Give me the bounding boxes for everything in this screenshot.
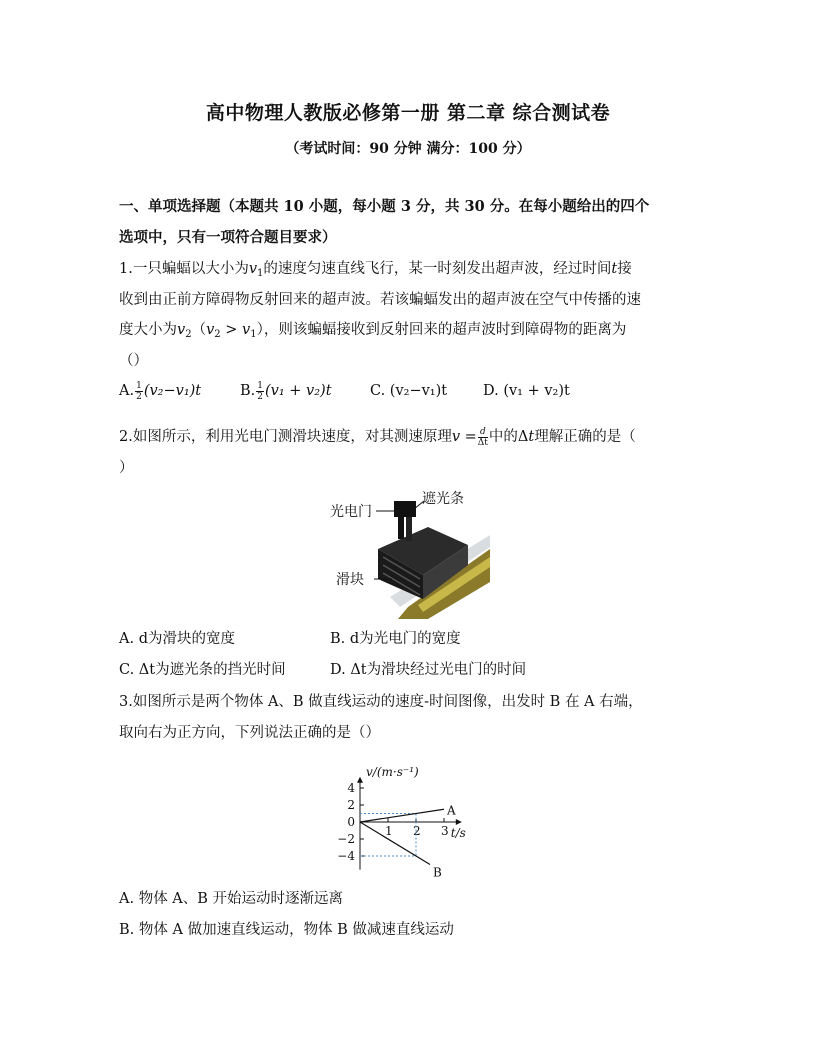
vt-chart — [330, 752, 490, 880]
x-tick-label: 1 — [385, 824, 393, 838]
q1-gt: > — [220, 322, 243, 338]
photogate-figure — [328, 487, 490, 619]
q1-line-2: 收到由正前方障碍物反射回来的超声波。若该蝙蝠发出的超声波在空气中传播的速 — [119, 291, 641, 308]
series-line-a — [360, 809, 444, 822]
q2-options — [119, 624, 697, 685]
section-line-2: 选项中，只有一项符合题目要求） — [119, 228, 337, 246]
q1-options — [119, 376, 697, 407]
q2-option-b[interactable]: B. d为光电门的宽度 — [330, 631, 461, 647]
label-block: 滑块 — [336, 572, 364, 588]
y-axis-arrow — [357, 777, 363, 783]
x-tick-label: 2 — [413, 824, 421, 838]
question-1 — [119, 254, 697, 407]
y-tick-label: 2 — [347, 798, 355, 812]
series-label-a: A — [447, 803, 456, 818]
q1-v1-sub: 1 — [257, 268, 264, 279]
series-label-b: B — [433, 865, 442, 880]
q3-options — [119, 884, 697, 945]
q1-line-3: 度大小为$v_2(v_2 > v_1)$，则该蝙蝠接收到反射回来的超声波时到障碍物的距离为 — [119, 322, 627, 340]
q1-option-d[interactable]: D. (v₁ + v₂)t — [483, 383, 570, 399]
page-title: 高中物理人教版必修第一册 第二章 综合测试卷 — [205, 102, 611, 124]
q1-paren-open: （ — [191, 322, 207, 338]
section-header — [119, 192, 697, 253]
q1-t: t — [611, 261, 618, 277]
q1-text-c: 接 — [617, 261, 632, 277]
q1-line-1 — [119, 254, 697, 285]
q2-text-b: 中的Δ — [488, 429, 529, 445]
question-2 — [119, 422, 697, 483]
q1-text-a: 1.一只蝙蝠以大小为 — [119, 261, 249, 277]
q2-text-a: 2.如图所示，利用光电门测滑块速度，对其测速原理 — [119, 429, 452, 445]
y-axis-label: v/(m·s⁻¹) — [366, 765, 419, 780]
q2-text-c: 理解正确的是（ — [534, 429, 636, 445]
q3-option-b[interactable]: B. 物体 A 做加速直线运动，物体 B 做减速直线运动 — [119, 921, 454, 938]
y-tick-label: −2 — [337, 832, 355, 846]
x-axis-arrow — [456, 819, 462, 825]
q1-v1: v — [248, 261, 258, 277]
q3-option-a[interactable]: A. 物体 A、B 开始运动时逐渐远离 — [119, 891, 344, 907]
y-tick-label: 4 — [347, 781, 355, 795]
q1-option-a[interactable]: A. $\frac{1}{2}$ (v₂−v₁)t — [119, 380, 202, 402]
q1-text-3a: 度大小为 — [119, 322, 177, 338]
q1-option-c[interactable]: C. (v₂−v₁)t — [370, 383, 448, 399]
label-strip: 遮光条 — [422, 491, 464, 507]
exam-subtitle: （考试时间：90 分钟 满分：100 分） — [285, 141, 531, 157]
y-tick-label: −4 — [337, 849, 355, 863]
section-line-1: 一、单项选择题（本题共 10 小题，每小题 3 分，共 30 分。在每小题给出的四个 — [119, 198, 650, 215]
q2-formula-fraction: $\frac{d}{\Delta t}$ — [477, 426, 488, 448]
q1-text-b: 的速度匀速直线飞行，某一时刻发出超声波，经过时间 — [263, 261, 612, 277]
q2-option-c[interactable]: C. Δt为遮光条的挡光时间 — [119, 661, 286, 678]
q3-line-2: 取向右为正方向，下列说法正确的是（） — [119, 724, 380, 741]
q2-line-2: ） — [119, 459, 134, 476]
q3-line-1: 3.如图所示是两个物体 A、B 做直线运动的速度-时间图像，出发时 B 在 A 右端， — [119, 694, 643, 710]
label-photogate: 光电门 — [330, 504, 372, 520]
q1-line-4: （） — [119, 352, 148, 369]
q2-line-1: 2.如图所示，利用光电门测滑块速度，对其测速原理v = $\frac{d}{\Delta t}$ 中的Δt理解正确的是（ — [119, 426, 636, 448]
q2-option-a[interactable]: A. d为滑块的宽度 — [119, 631, 235, 647]
q1-text-3d: ），则该蝙蝠接收到反射回来的超声波时到障碍物的距离为 — [256, 322, 627, 338]
question-3 — [119, 687, 697, 748]
x-tick-label: 3 — [441, 824, 449, 838]
x-axis-label: t/s — [450, 826, 466, 840]
q1-option-b[interactable]: B. $\frac{1}{2}$ (v₁ + v₂)t — [240, 380, 332, 402]
q2-option-d[interactable]: D. Δt为滑块经过光电门的时间 — [330, 661, 527, 678]
y-tick-label: 0 — [347, 815, 355, 829]
q2-formula-v: v = — [451, 429, 477, 445]
